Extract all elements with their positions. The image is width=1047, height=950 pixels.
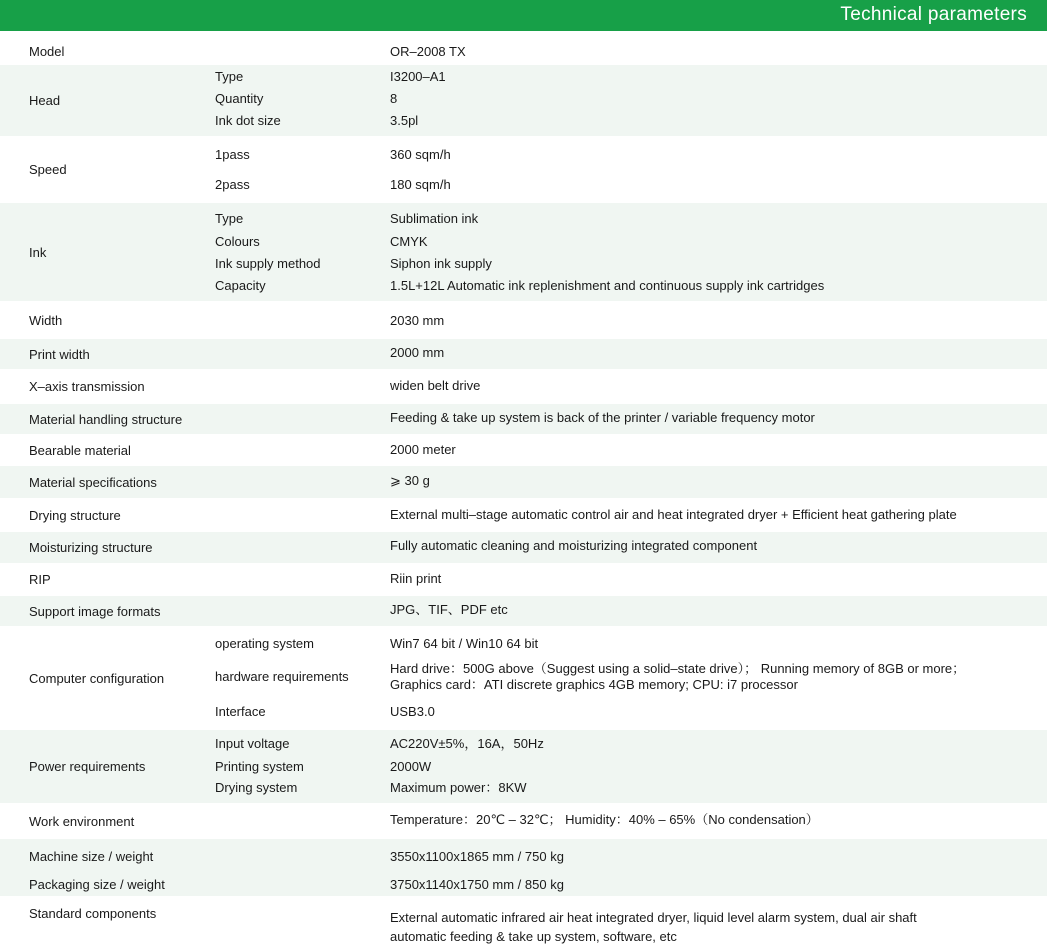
spec-row-width: [0, 301, 1047, 339]
spec-row-head: [0, 65, 1047, 136]
spec-row-standard-components: [0, 896, 1047, 944]
spec-sub-label: Quantity: [215, 91, 264, 106]
spec-label: Packaging size / weight: [29, 877, 165, 892]
spec-value: widen belt drive: [390, 378, 481, 393]
spec-row-material-specifications: [0, 466, 1047, 498]
spec-sub-label: operating system: [215, 636, 314, 651]
spec-value: 1.5L+12L Automatic ink replenishment and continuous supply ink cartridges: [390, 278, 825, 293]
spec-row-computer-configuration: [0, 626, 1047, 730]
header-bar: [0, 0, 1047, 31]
spec-value: 3550x1100x1865 mm / 750 kg: [390, 849, 564, 864]
spec-sub-label: hardware requirements: [215, 669, 349, 684]
spec-row-ink: [0, 203, 1047, 301]
spec-row-x-axis: [0, 369, 1047, 404]
spec-row-model: [0, 37, 1047, 65]
spec-label: Support image formats: [29, 603, 161, 619]
spec-row-bearable-material: [0, 434, 1047, 466]
spec-value: I3200–A1: [390, 69, 446, 84]
spec-sub-label: Type: [215, 211, 244, 226]
spec-row-work-environment: [0, 803, 1047, 839]
spec-value: External multi–stage automatic control air and heat integrated dryer + Efficient heat gathering plate: [390, 507, 957, 522]
spec-label: Ink: [29, 244, 47, 260]
spec-label: X–axis transmission: [29, 379, 145, 394]
spec-value: [390, 661, 965, 693]
spec-value: AC220V±5%，16A，50Hz: [390, 736, 544, 751]
spec-label: Model: [29, 44, 65, 59]
spec-label: Material handling structure: [29, 411, 183, 427]
spec-label: Computer configuration: [29, 670, 165, 686]
spec-value: CMYK: [390, 234, 428, 249]
spec-sub-label: Colours: [215, 234, 260, 249]
spec-label: Bearable material: [29, 442, 131, 458]
spec-label: Standard components: [29, 906, 157, 921]
spec-value: 2000 mm: [390, 345, 445, 360]
spec-label: RIP: [29, 572, 51, 587]
spec-sub-label: 2pass: [215, 177, 250, 192]
spec-sub-label: Drying system: [215, 780, 298, 795]
spec-value-line: Hard drive：500G above（Suggest using a solid–state drive）； Running memory of 8GB or more；: [390, 661, 966, 676]
spec-row-drying-structure: [0, 498, 1047, 532]
spec-value: 2000 meter: [390, 442, 456, 457]
spec-value-line: automatic feeding & take up system, software, etc: [390, 929, 677, 944]
spec-sub-label: Type: [215, 69, 244, 84]
spec-value-line: External automatic infrared air heat integrated dryer, liquid level alarm system, dual air shaft: [390, 910, 917, 925]
spec-sub-label: Interface: [215, 704, 266, 719]
spec-label: Width: [29, 312, 63, 328]
spec-sub-label: Input voltage: [215, 736, 290, 751]
spec-value: 3750x1140x1750 mm / 850 kg: [390, 877, 564, 892]
spec-sub-label: Ink dot size: [215, 113, 281, 128]
spec-value: USB3.0: [390, 704, 435, 719]
spec-value-line: Graphics card：ATI discrete graphics 4GB memory; CPU: i7 processor: [390, 677, 798, 692]
spec-value: 3.5pl: [390, 113, 419, 128]
spec-label: Work environment: [29, 813, 135, 829]
spec-row-material-handling: [0, 404, 1047, 434]
spec-label: Power requirements: [29, 759, 146, 774]
spec-value: Siphon ink supply: [390, 256, 492, 271]
spec-row-image-formats: [0, 596, 1047, 626]
spec-value: JPG、TIF、PDF etc: [390, 602, 508, 617]
spec-value: 360 sqm/h: [390, 147, 451, 162]
spec-sub-label: Ink supply method: [215, 256, 321, 271]
spec-value: ⩾ 30 g: [390, 473, 430, 488]
spec-row-power-requirements: [0, 730, 1047, 803]
spec-value: OR–2008 TX: [390, 44, 466, 59]
page-title: Technical parameters: [840, 4, 1027, 25]
spec-value: 180 sqm/h: [390, 177, 451, 192]
spec-label: Material specifications: [29, 474, 157, 490]
spec-row-rip: [0, 563, 1047, 596]
spec-label: Head: [29, 93, 61, 108]
spec-row-size-weight: [0, 839, 1047, 896]
spec-sub-label: 1pass: [215, 147, 250, 162]
spec-value: 2030 mm: [390, 313, 445, 328]
spec-value: 8: [390, 91, 398, 106]
spec-table: [0, 37, 1047, 944]
spec-sub-label: Capacity: [215, 278, 266, 293]
spec-value: Win7 64 bit / Win10 64 bit: [390, 636, 539, 651]
spec-value: Fully automatic cleaning and moisturizing integrated component: [390, 538, 758, 553]
spec-label: Print width: [29, 346, 90, 362]
spec-label: Speed: [29, 162, 67, 177]
spec-label: Drying structure: [29, 507, 121, 523]
spec-value: Feeding & take up system is back of the printer / variable frequency motor: [390, 410, 815, 425]
spec-value: Sublimation ink: [390, 211, 479, 226]
spec-value: [390, 908, 917, 946]
spec-row-speed: [0, 136, 1047, 203]
spec-label: Machine size / weight: [29, 849, 154, 864]
spec-value: Riin print: [390, 571, 442, 586]
spec-row-moisturizing-structure: [0, 532, 1047, 563]
spec-value: Maximum power：8KW: [390, 780, 527, 795]
spec-row-print-width: [0, 339, 1047, 369]
spec-label: Moisturizing structure: [29, 540, 153, 555]
spec-sub-label: Printing system: [215, 759, 304, 774]
spec-value: Temperature：20℃ – 32℃； Humidity：40% – 65%（No condensation）: [390, 812, 819, 827]
spec-value: 2000W: [390, 759, 432, 774]
